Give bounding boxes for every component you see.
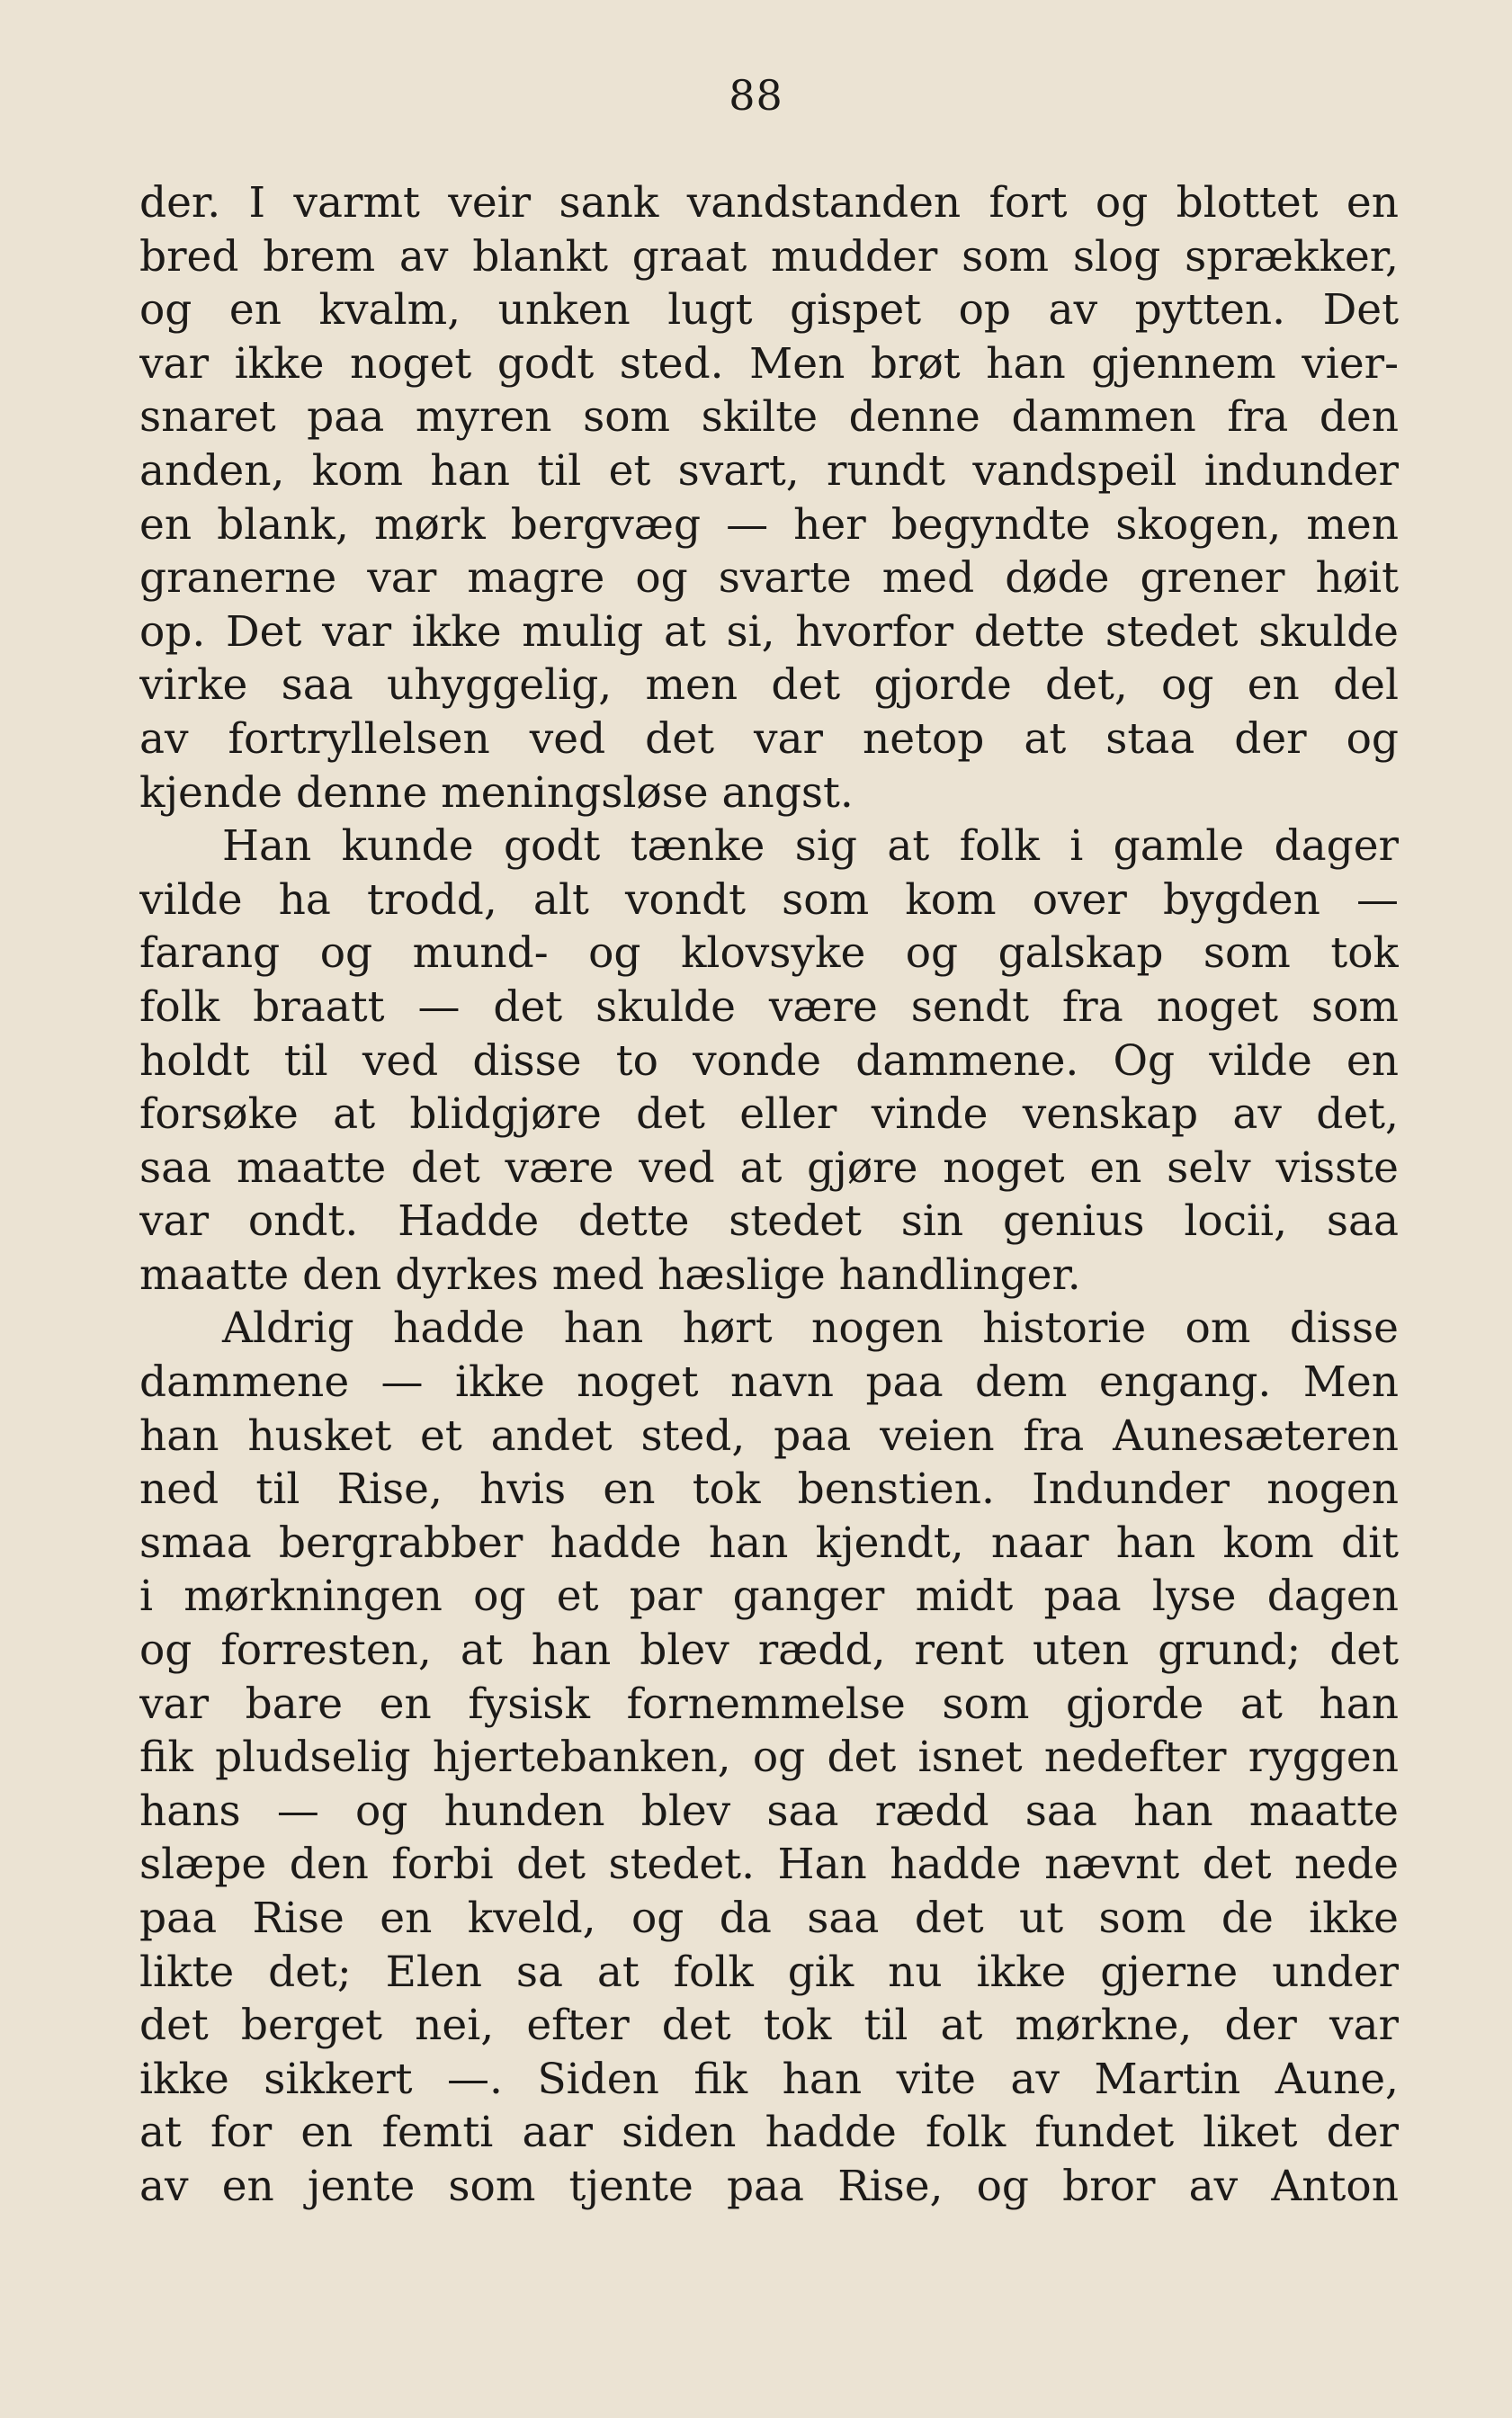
text-line: var ondt. Hadde dette stedet sin genius locii, saa — [139, 1196, 1399, 1247]
text-line: paa Rise en kveld, og da saa det ut som de ikke — [139, 1894, 1399, 1943]
text-line: snaret paa myren som skilte denne dammen fra den — [139, 392, 1399, 443]
page-number: 88 — [729, 71, 783, 120]
text-line: farang og mund- og klovsyke og galskap som tok — [139, 928, 1399, 979]
text-line: bred brem av blankt graat mudder som slog sprækker, — [139, 231, 1399, 282]
text-line: folk braatt — det skulde være sendt fra noget som — [139, 981, 1399, 1032]
text-line: at for en femti aar siden hadde folk fundet liket der — [139, 2108, 1399, 2158]
text-line: anden, kom han til et svart, rundt vandspeil indunder — [139, 445, 1399, 496]
text-line: der. I varmt veir sank vandstanden fort og blottet en — [139, 178, 1399, 228]
text-line: holdt til ved disse to vonde dammene. Og vilde en — [139, 1035, 1399, 1086]
text-line: han husket et andet sted, paa veien fra Aunesæteren — [139, 1410, 1399, 1461]
text-line: ned til Rise, hvis en tok benstien. Indunder nogen — [139, 1464, 1399, 1515]
text-line: smaa bergrabber hadde han kjendt, naar han kom dit — [139, 1518, 1399, 1568]
body-text — [139, 176, 1399, 2214]
paragraph-end-line: kjende denne meningsløse angst. — [139, 767, 854, 818]
text-line: var ikke noget godt sted. Men brøt han gjennem vier- — [139, 338, 1399, 389]
paragraph-start-line: Aldrig hadde han hørt nogen historie om disse — [222, 1303, 1399, 1354]
text-line: saa maatte det være ved at gjøre noget en selv visste — [139, 1142, 1399, 1193]
text-line: virke saa uhyggelig, men det gjorde det, og en del — [139, 660, 1399, 711]
text-line: granerne var magre og svarte med døde grener høit — [139, 553, 1399, 604]
paragraph-end-line: maatte den dyrkes med hæslige handlinger. — [139, 1249, 1081, 1300]
text-line: var bare en fysisk fornemmelse som gjorde at han — [139, 1679, 1399, 1729]
text-line: av en jente som tjente paa Rise, og bror av Anton — [139, 2161, 1399, 2211]
text-line: ikke sikkert —. Siden fik han vite av Martin Aune, — [139, 2054, 1399, 2104]
text-line: forsøke at blidgjøre det eller vinde venskap av det, — [139, 1089, 1399, 1140]
text-line: fik pludselig hjertebanken, og det isnet nedefter ryggen — [139, 1733, 1399, 1783]
text-line: hans — og hunden blev saa rædd saa han maatte — [139, 1786, 1399, 1836]
text-line: slæpe den forbi det stedet. Han hadde nævnt det nede — [139, 1840, 1399, 1890]
text-line: av fortryllelsen ved det var netop at staa der og — [139, 713, 1399, 764]
text-line: og forresten, at han blev rædd, rent uten grund; det — [139, 1625, 1399, 1676]
text-line: og en kvalm, unken lugt gispet op av pytten. Det — [139, 285, 1399, 336]
paragraph-start-line: Han kunde godt tænke sig at folk i gamle dager — [222, 821, 1399, 872]
text-line: det berget nei, efter det tok til at mørkne, der var — [139, 2001, 1399, 2051]
text-line: vilde ha trodd, alt vondt som kom over bygden — — [139, 874, 1399, 925]
text-line: en blank, mørk bergvæg — her begyndte skogen, men — [139, 499, 1399, 550]
text-line: i mørkningen og et par ganger midt paa lyse dagen — [139, 1572, 1399, 1622]
text-line: likte det; Elen sa at folk gik nu ikke gjerne under — [139, 1947, 1399, 1997]
text-line: dammene — ikke noget navn paa dem engang. Men — [139, 1357, 1399, 1408]
text-line: op. Det var ikke mulig at si, hvorfor dette stedet skulde — [139, 606, 1399, 657]
